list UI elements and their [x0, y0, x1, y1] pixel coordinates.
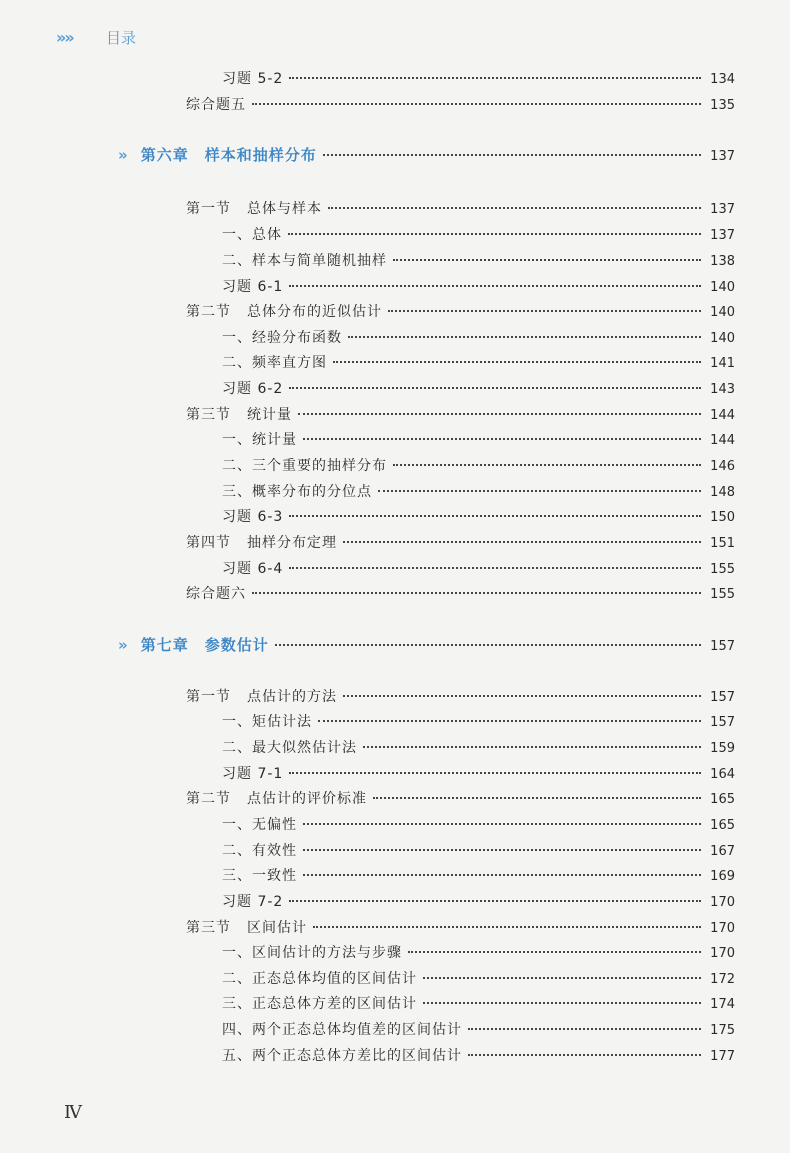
entry-page-number: 167 — [710, 844, 735, 859]
subsection-entry — [222, 840, 735, 860]
entry-page-number: 151 — [710, 536, 735, 551]
entry-page-number: 137 — [710, 149, 735, 164]
entry-title-text: 习题 7-1 — [222, 766, 284, 782]
entry-title — [222, 711, 312, 731]
entry-page-number: 144 — [710, 433, 735, 448]
dot-leader — [252, 592, 701, 594]
section-entry — [186, 94, 735, 114]
entry-title-text: 习题 6-1 — [222, 279, 284, 295]
dot-leader — [303, 874, 701, 876]
subsection-entry — [222, 763, 735, 783]
dot-leader — [373, 797, 701, 799]
dot-leader — [393, 259, 701, 261]
entry-title-text: 三、一致性 — [222, 868, 297, 884]
entry-title — [222, 481, 372, 501]
header-title: 目录 — [106, 28, 137, 47]
entry-title-text: 一、总体 — [222, 227, 282, 243]
dot-leader — [298, 413, 701, 415]
entry-title — [222, 993, 417, 1013]
subsection-entry — [222, 968, 735, 988]
subsection-entry — [222, 455, 735, 475]
chevron-icon: »» — [56, 27, 73, 47]
subsection-entry — [222, 814, 735, 834]
subsection-entry — [222, 276, 735, 296]
entry-title-text: 二、频率直方图 — [222, 355, 327, 371]
entry-title-text: 二、有效性 — [222, 843, 297, 859]
entry-title-text: 二、正态总体均值的区间估计 — [222, 971, 417, 987]
entry-page-number: 165 — [710, 792, 735, 807]
entry-title — [222, 968, 417, 988]
entry-title — [222, 865, 297, 885]
dot-leader — [289, 515, 701, 517]
entry-page-number: 141 — [710, 356, 735, 371]
entry-title-text: 抽样分布定理 — [247, 535, 337, 551]
entry-title-text: 一、统计量 — [222, 432, 297, 448]
entry-number: 第三节 — [186, 920, 231, 936]
entry-title-text: 点估计的评价标准 — [247, 791, 367, 807]
dot-leader — [303, 849, 701, 851]
subsection-entry — [222, 352, 735, 372]
entry-number: 第一节 — [186, 201, 231, 217]
entry-title — [186, 788, 367, 808]
entry-title-text: 四、两个正态总体均值差的区间估计 — [222, 1022, 462, 1038]
entry-title — [222, 840, 297, 860]
entry-number: 第一节 — [186, 689, 231, 705]
subsection-entry — [222, 558, 735, 578]
dot-leader — [323, 154, 701, 156]
entry-title — [222, 352, 327, 372]
entry-title-text: 习题 5-2 — [222, 71, 284, 87]
subsection-entry — [222, 481, 735, 501]
entry-title — [186, 94, 246, 114]
entry-title — [186, 917, 307, 937]
entry-title — [222, 224, 282, 244]
entry-page-number: 170 — [710, 895, 735, 910]
entry-title-text: 综合题六 — [186, 586, 246, 602]
entry-page-number: 155 — [710, 562, 735, 577]
entry-page-number: 159 — [710, 741, 735, 756]
entry-page-number: 148 — [710, 485, 735, 500]
entry-page-number: 146 — [710, 459, 735, 474]
entry-title-text: 总体与样本 — [247, 201, 322, 217]
entry-title-text: 一、无偏性 — [222, 817, 297, 833]
entry-title-text: 一、矩估计法 — [222, 714, 312, 730]
section-entry — [186, 583, 735, 603]
subsection-entry — [222, 865, 735, 885]
entry-page-number: 155 — [710, 587, 735, 602]
entry-title — [222, 455, 387, 475]
page-number: Ⅳ — [64, 1102, 82, 1123]
entry-page-number: 169 — [710, 869, 735, 884]
entry-page-number: 157 — [710, 690, 735, 705]
entry-title — [186, 301, 382, 321]
entry-title — [222, 1045, 462, 1065]
subsection-entry — [222, 993, 735, 1013]
entry-page-number: 138 — [710, 254, 735, 269]
entry-number: 第六章 — [140, 146, 189, 164]
entry-title — [222, 763, 283, 783]
dot-leader — [252, 103, 701, 105]
subsection-entry — [222, 224, 735, 244]
entry-page-number: 144 — [710, 408, 735, 423]
dot-leader — [378, 490, 701, 492]
entry-title — [222, 327, 342, 347]
subsection-entry — [222, 68, 735, 88]
entry-title — [222, 942, 402, 962]
entry-page-number: 157 — [710, 715, 735, 730]
entry-page-number: 150 — [710, 510, 735, 525]
entry-title-text: 一、经验分布函数 — [222, 330, 342, 346]
entry-title-text: 二、样本与简单随机抽样 — [222, 253, 387, 269]
dot-leader — [288, 233, 701, 235]
entry-title — [222, 506, 283, 526]
dot-leader — [318, 720, 701, 722]
dot-leader — [363, 746, 701, 748]
dot-leader — [423, 1002, 701, 1004]
section-entry — [186, 532, 735, 552]
entry-page-number: 143 — [710, 382, 735, 397]
entry-title — [222, 378, 283, 398]
dot-leader — [289, 772, 701, 774]
entry-page-number: 165 — [710, 818, 735, 833]
dot-leader — [289, 567, 701, 569]
dot-leader — [289, 387, 701, 389]
entry-title-text: 习题 6-2 — [222, 381, 284, 397]
entry-title — [222, 250, 387, 270]
entry-title — [222, 737, 357, 757]
entry-title-text: 习题 6-4 — [222, 561, 284, 577]
entry-title — [186, 583, 246, 603]
subsection-entry — [222, 378, 735, 398]
section-entry — [186, 917, 735, 937]
entry-title-text: 区间估计 — [247, 920, 307, 936]
entry-title — [222, 276, 283, 296]
entry-page-number: 174 — [710, 997, 735, 1012]
entry-page-number: 170 — [710, 921, 735, 936]
entry-title-text: 综合题五 — [186, 97, 246, 113]
entry-title — [222, 891, 283, 911]
dot-leader — [408, 951, 701, 953]
dot-leader — [303, 823, 701, 825]
dot-leader — [289, 285, 701, 287]
entry-page-number: 135 — [710, 98, 735, 113]
subsection-entry — [222, 1045, 735, 1065]
subsection-entry — [222, 506, 735, 526]
chapter-entry — [118, 634, 735, 655]
subsection-entry — [222, 711, 735, 731]
entry-page-number: 175 — [710, 1023, 735, 1038]
entry-title-text: 二、三个重要的抽样分布 — [222, 458, 387, 474]
entry-number: 第二节 — [186, 791, 231, 807]
entry-title-text: 统计量 — [247, 407, 292, 423]
page-header — [56, 26, 136, 48]
subsection-entry — [222, 429, 735, 449]
entry-title — [118, 634, 269, 655]
dot-leader — [468, 1028, 701, 1030]
entry-title — [222, 558, 283, 578]
dot-leader — [333, 361, 701, 363]
subsection-entry — [222, 737, 735, 757]
chevron-icon: » — [118, 146, 129, 164]
entry-title-text: 习题 6-3 — [222, 509, 284, 525]
section-entry — [186, 788, 735, 808]
dot-leader — [313, 926, 701, 928]
entry-title — [118, 144, 317, 165]
dot-leader — [328, 207, 701, 209]
entry-number: 第四节 — [186, 535, 231, 551]
subsection-entry — [222, 891, 735, 911]
subsection-entry — [222, 1019, 735, 1039]
subsection-entry — [222, 327, 735, 347]
section-entry — [186, 404, 735, 424]
entry-page-number: 177 — [710, 1049, 735, 1064]
dot-leader — [388, 310, 701, 312]
entry-title — [222, 429, 297, 449]
entry-title-text: 五、两个正态总体方差比的区间估计 — [222, 1048, 462, 1064]
chevron-icon: » — [118, 636, 129, 654]
entry-page-number: 172 — [710, 972, 735, 987]
entry-title-text: 一、区间估计的方法与步骤 — [222, 945, 402, 961]
entry-title-text: 样本和抽样分布 — [204, 146, 317, 164]
entry-title — [222, 814, 297, 834]
dot-leader — [343, 541, 701, 543]
entry-title-text: 三、正态总体方差的区间估计 — [222, 996, 417, 1012]
entry-title — [186, 198, 322, 218]
section-entry — [186, 301, 735, 321]
entry-title-text: 二、最大似然估计法 — [222, 740, 357, 756]
entry-page-number: 140 — [710, 331, 735, 346]
entry-page-number: 137 — [710, 202, 735, 217]
entry-number: 第七章 — [140, 636, 189, 654]
section-entry — [186, 198, 735, 218]
dot-leader — [289, 77, 701, 79]
dot-leader — [423, 977, 701, 979]
entry-title — [186, 532, 337, 552]
entry-title — [222, 68, 283, 88]
entry-title-text: 参数估计 — [204, 636, 269, 654]
entry-page-number: 134 — [710, 72, 735, 87]
entry-title-text: 总体分布的近似估计 — [247, 304, 382, 320]
dot-leader — [303, 438, 701, 440]
entry-page-number: 140 — [710, 280, 735, 295]
entry-number: 第三节 — [186, 407, 231, 423]
entry-number: 第二节 — [186, 304, 231, 320]
dot-leader — [348, 336, 701, 338]
entry-page-number: 164 — [710, 767, 735, 782]
dot-leader — [289, 900, 701, 902]
entry-title-text: 点估计的方法 — [247, 689, 337, 705]
chapter-entry — [118, 144, 735, 165]
entry-title-text: 三、概率分布的分位点 — [222, 484, 372, 500]
entry-page-number: 137 — [710, 228, 735, 243]
entry-page-number: 140 — [710, 305, 735, 320]
subsection-entry — [222, 942, 735, 962]
entry-title — [186, 686, 337, 706]
entry-title-text: 习题 7-2 — [222, 894, 284, 910]
entry-title — [186, 404, 292, 424]
entry-page-number: 157 — [710, 639, 735, 654]
dot-leader — [468, 1054, 701, 1056]
dot-leader — [343, 695, 701, 697]
subsection-entry — [222, 250, 735, 270]
entry-page-number: 170 — [710, 946, 735, 961]
dot-leader — [275, 644, 701, 646]
entry-title — [222, 1019, 462, 1039]
section-entry — [186, 686, 735, 706]
dot-leader — [393, 464, 701, 466]
